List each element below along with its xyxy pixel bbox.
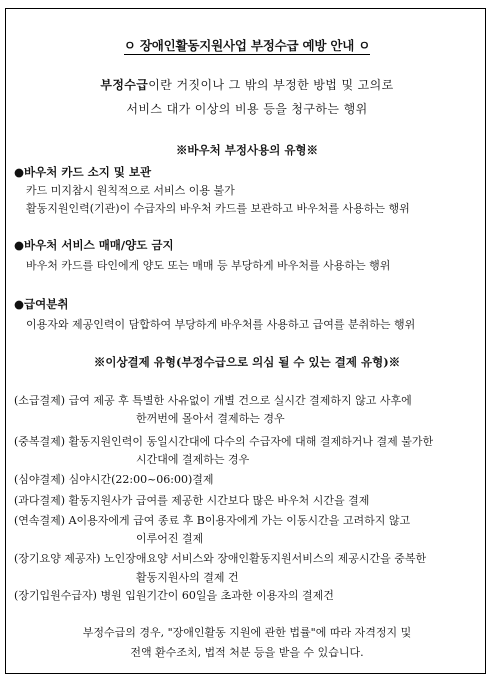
payment-type-continuation: 시간대에 결제하는 경우 — [136, 453, 250, 466]
payment-type-row: (장기입원수급자) 병원 입원기간이 60일을 초과한 이용자의 결제건 — [14, 589, 334, 602]
payment-type-row: (연속결제) A이용자에게 급여 종료 후 B이용자에게 가는 이동시간을 고려하지 않고 — [14, 514, 411, 527]
payment-type-row: (장기요양 제공자) 노인장애요양 서비스와 장애인활동지원서비스의 제공시간을 중복한 — [14, 552, 427, 565]
voucher-item-title: ●급여분취 — [14, 297, 69, 311]
payment-type-continuation: 이루어진 결제 — [136, 532, 204, 545]
payment-type-row: (심야결제) 심야시간(22:00~06:00)결제 — [14, 473, 214, 486]
payment-type-row: (과다결제) 활동지원사가 급여를 제공한 시간보다 많은 바우처 시간을 결제 — [14, 494, 370, 507]
definition-line-2: 서비스 대가 이상의 비용 등을 청구하는 행위 — [126, 102, 368, 116]
voucher-item-line: 카드 미지참시 원칙적으로 서비스 이용 불가 — [26, 184, 235, 197]
definition-line-1 — [0, 76, 494, 93]
payment-type-row: (중복결제) 활동지원인력이 동일시간대에 다수의 수급자에 대해 결제하거나 결제 불가한 — [14, 435, 434, 448]
definition-line-1-text: 이란 거짓이나 그 밖의 부정한 방법 및 고의로 — [148, 78, 394, 92]
notice-title — [0, 36, 494, 54]
footer-line-1: 부정수급의 경우, "장애인활동 지원에 관한 법률"에 따라 자격정지 및 — [82, 626, 412, 639]
payment-type-continuation: 한꺼번에 몰아서 결제하는 경우 — [136, 412, 285, 425]
voucher-item-line: 활동지원인력(기관)이 수급자의 바우처 카드를 보관하고 바우처를 사용하는 행위 — [26, 202, 410, 215]
voucher-item-line: 이용자와 제공인력이 담합하여 부당하게 바우처를 사용하고 급여를 분취하는 행위 — [26, 318, 416, 331]
voucher-item-title: ●바우처 서비스 매매/양도 금지 — [14, 238, 174, 252]
payment-type-row: (소급결제) 급여 제공 후 특별한 사유없이 개별 건으로 실시간 결제하지 않고 사후에 — [14, 394, 412, 407]
payment-type-continuation: 활동지원사의 결제 건 — [136, 571, 239, 584]
voucher-section-heading: ※바우처 부정사용의 유형※ — [175, 143, 319, 157]
payment-section-heading: ※이상결제 유형(부정수급으로 의심 될 수 있는 결제 유형)※ — [93, 355, 401, 369]
voucher-item-title: ●바우처 카드 소지 및 보관 — [14, 165, 152, 179]
voucher-item-line: 바우처 카드를 타인에게 양도 또는 매매 등 부당하게 바우처를 사용하는 행위 — [26, 259, 391, 272]
definition-term: 부정수급 — [100, 78, 149, 92]
notice-title-text: ㅇ 장애인활동지원사업 부정수급 예방 안내 ㅇ — [123, 38, 371, 53]
footer-line-2: 전액 환수조치, 법적 처분 등을 받을 수 있습니다. — [130, 646, 364, 659]
